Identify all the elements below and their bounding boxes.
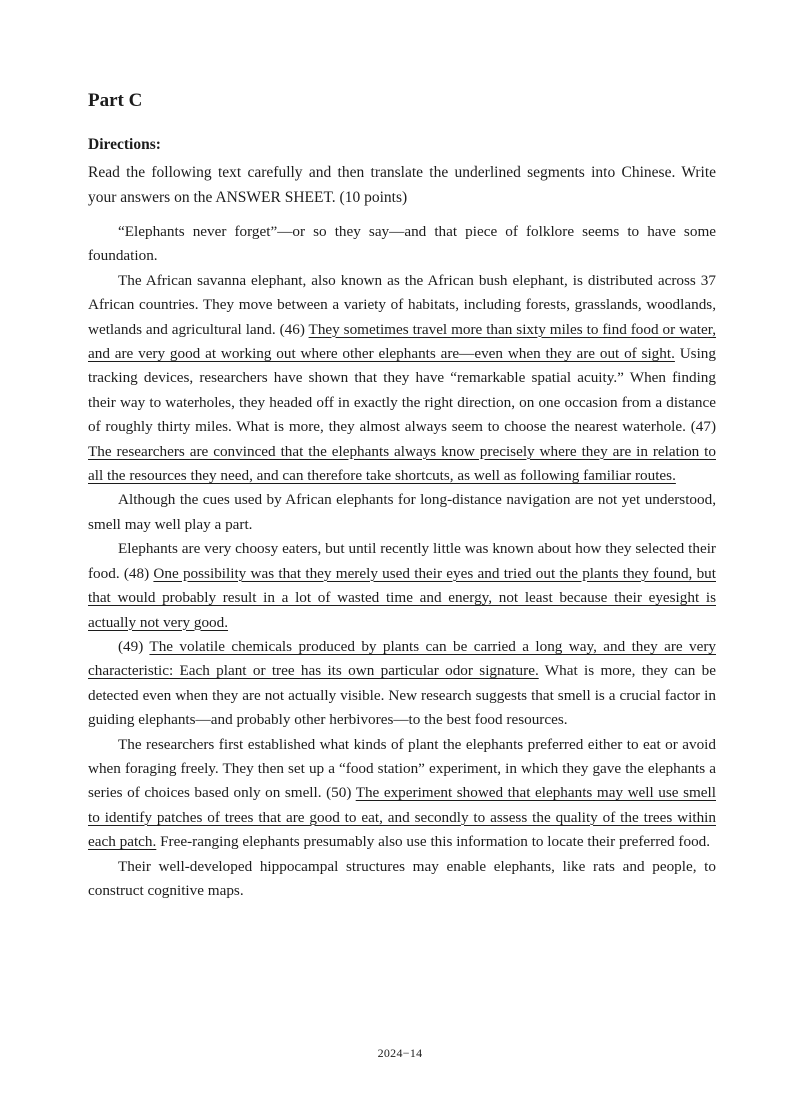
paragraph-2 — [88, 269, 716, 489]
paragraph-5-text-a: (49) — [118, 637, 150, 655]
paragraph-6 — [88, 733, 716, 855]
paragraph-5-text-b: What is more, they can be detected even when they are not actually visible. New research suggests that smell is a crucial factor in guiding elephants—and probably other herbivores—to the best food resources. — [88, 662, 716, 729]
underlined-segment-48: One possibility was that they merely used their eyes and tried out the plants they found, but that would probably result in a lot of wasted time and energy, not least because their eyesight is actually not very good. — [88, 564, 716, 631]
underlined-segment-49: The volatile chemicals produced by plants can be carried a long way, and they are very characteristic: Each plant or tree has its own particular odor signature. — [88, 637, 717, 680]
paragraph-6-text-a: The researchers first established what kinds of plant the elephants preferred either to eat or avoid when foraging freely. They then set up a “food station” experiment, in which they gave the elephants a series of choices based only on smell. (50) — [88, 735, 716, 802]
part-title: Part C — [88, 90, 143, 111]
underlined-segment-46: They sometimes travel more than sixty miles to find food or water, and are very good at working out where other elephants are—even when they are out of sight. — [88, 320, 717, 363]
directions-text: Read the following text carefully and then translate the underlined segments into Chinese. Write your answers on the ANSWER SHEET. (10 points) — [88, 164, 716, 206]
underlined-segment-47: The researchers are convinced that the elephants always know precisely where they are in relation to all the resources they need, and can therefore take shortcuts, as well as following familiar routes. — [88, 442, 716, 485]
underlined-segment-50: The experiment showed that elephants may well use smell to identify patches of trees that are good to eat, and secondly to assess the quality of the trees within each patch. — [88, 784, 716, 851]
paragraph-3: Although the cues used by African elephants for long-distance navigation are not yet understood, smell may well play a part. — [88, 491, 716, 533]
paragraph-4-text-a: Elephants are very choosy eaters, but until recently little was known about how they selected their food. (48) — [88, 540, 716, 582]
paragraph-2-text-a: The African savanna elephant, also known as the African bush elephant, is distributed across 37 African countries. They move between a variety of habitats, including forests, grasslands, woodlands, wetlands and agricultural land. (46) — [88, 271, 716, 338]
directions-heading: Directions: — [88, 136, 161, 153]
paragraph-6-text-b: Free-ranging elephants presumably also use this information to locate their preferred food. — [156, 833, 711, 851]
paragraph-7: Their well-developed hippocampal structures may enable elephants, like rats and people, to construct cognitive maps. — [88, 857, 716, 899]
paragraph-4 — [88, 537, 716, 635]
paragraph-5 — [88, 635, 716, 733]
paragraph-1: “Elephants never forget”—or so they say—and that piece of folklore seems to have some foundation. — [88, 223, 716, 265]
exam-page — [88, 88, 716, 903]
page-number: 2024−14 — [377, 1046, 423, 1060]
paragraph-2-text-b: Using tracking devices, researchers have shown that they have “remarkable spatial acuity.” When finding their way to waterholes, they headed off in exactly the right direction, on one occasion from a distance of roughly thirty miles. What is more, they almost always seem to choose the nearest waterhole. (47) — [88, 345, 716, 436]
